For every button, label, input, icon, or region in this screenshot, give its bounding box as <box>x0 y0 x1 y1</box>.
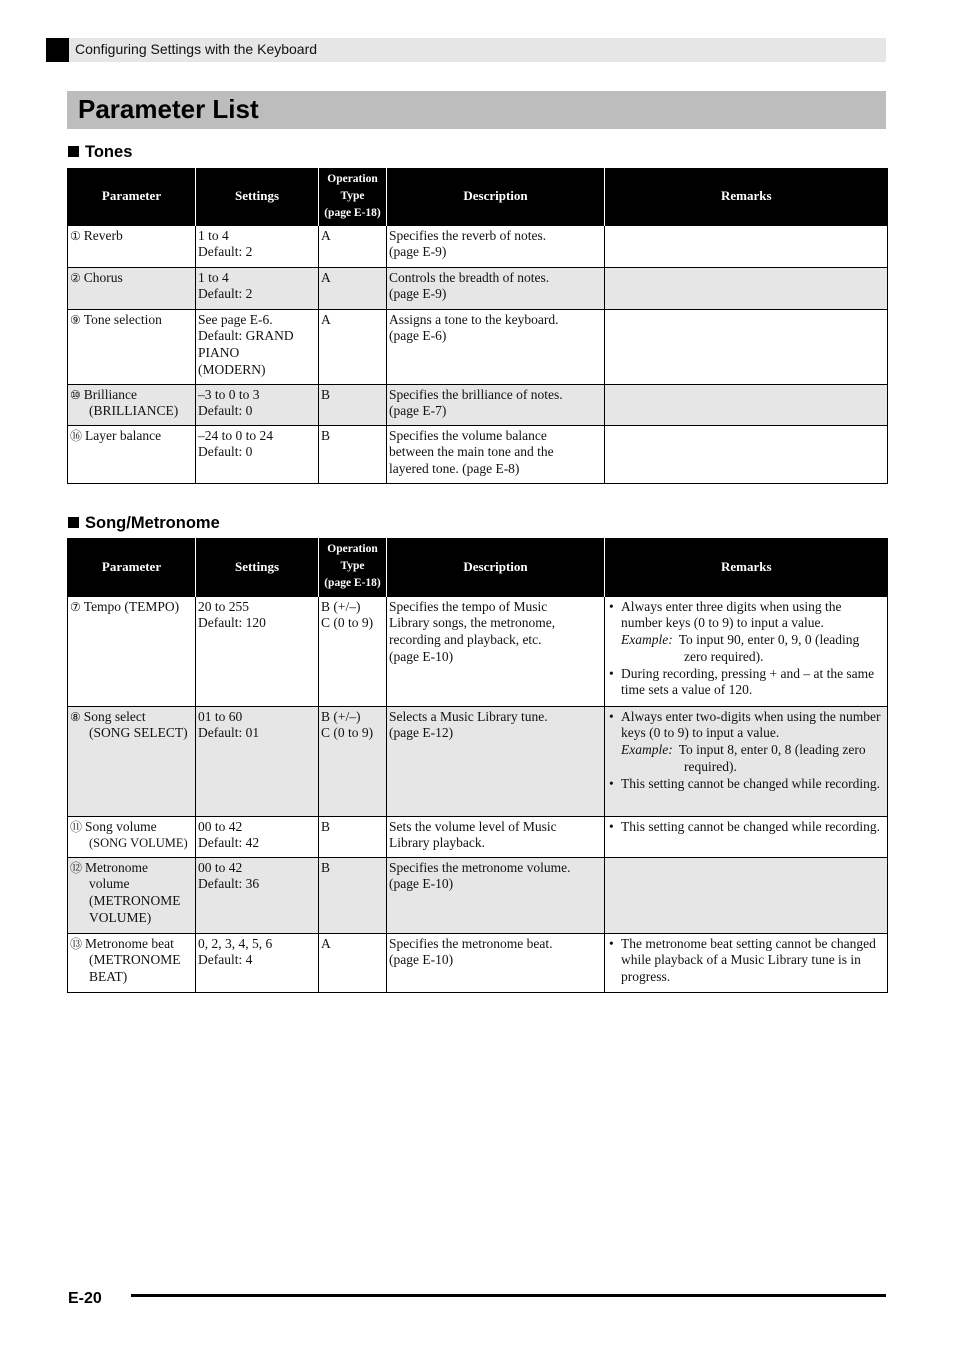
parameter-cell: ① Reverb <box>68 225 196 267</box>
tones-table <box>67 168 888 484</box>
footer-rule <box>131 1294 886 1297</box>
optype-cell: A <box>319 933 387 992</box>
settings-cell: 00 to 42 Default: 36 <box>196 857 319 933</box>
square-bullet-icon <box>68 146 79 157</box>
settings-cell: 1 to 4 Default: 2 <box>196 225 319 267</box>
page-title-bar <box>67 91 886 129</box>
remarks-cell <box>605 596 888 706</box>
col-operation-type: Operation Type (page E-18) <box>319 168 387 225</box>
remarks-cell <box>605 816 888 857</box>
table-row <box>68 933 888 992</box>
remark-item: • The metronome beat setting cannot be changed while playback of a Music Library tune is in progress. <box>607 936 885 986</box>
description-cell: Selects a Music Library tune. (page E-12) <box>387 706 605 816</box>
remark-example: Example: To input 90, enter 0, 9, 0 (leading zero required). <box>621 632 860 664</box>
description-cell: Specifies the brilliance of notes. (page E-7) <box>387 384 605 425</box>
remarks-cell <box>605 225 888 267</box>
page-number: E-20 <box>68 1290 102 1307</box>
running-header <box>46 38 886 62</box>
parameter-cell: ⑪ Song volume (SONG VOLUME) <box>68 816 196 857</box>
description-cell: Specifies the metronome volume. (page E-10) <box>387 857 605 933</box>
square-bullet-icon <box>68 517 79 528</box>
running-header-text: Configuring Settings with the Keyboard <box>75 41 318 57</box>
settings-cell: 00 to 42 Default: 42 <box>196 816 319 857</box>
description-cell: Specifies the tempo of Music Library songs, the metronome, recording and playback, etc. (page E-10) <box>387 596 605 706</box>
tones-heading <box>68 143 132 162</box>
table-row <box>68 267 888 309</box>
col-parameter: Parameter <box>68 168 196 225</box>
optype-cell: B <box>319 384 387 425</box>
parameter-cell: ⑬ Metronome beat (METRONOME BEAT) <box>68 933 196 992</box>
table-row <box>68 225 888 267</box>
description-cell: Specifies the volume balance between the main tone and the layered tone. (page E-8) <box>387 425 605 483</box>
remarks-cell <box>605 309 888 384</box>
col-remarks: Remarks <box>605 538 888 596</box>
table-row <box>68 425 888 483</box>
col-settings: Settings <box>196 168 319 225</box>
table-row <box>68 309 888 384</box>
remarks-cell <box>605 933 888 992</box>
parameter-cell: ⑫ Metronome volume (METRONOME VOLUME) <box>68 857 196 933</box>
settings-cell: See page E-6. Default: GRAND PIANO (MODERN) <box>196 309 319 384</box>
settings-cell: 0, 2, 3, 4, 5, 6 Default: 4 <box>196 933 319 992</box>
tones-heading-text: Tones <box>85 143 133 161</box>
description-cell: Sets the volume level of Music Library playback. <box>387 816 605 857</box>
remark-item: • During recording, pressing + and – at the same time sets a value of 120. <box>607 666 885 700</box>
settings-cell: 01 to 60 Default: 01 <box>196 706 319 816</box>
col-operation-type: Operation Type (page E-18) <box>319 538 387 596</box>
table-header-row <box>68 538 888 596</box>
header-marker-block <box>46 38 69 62</box>
table-row <box>68 857 888 933</box>
table-row <box>68 816 888 857</box>
remarks-cell <box>605 425 888 483</box>
optype-cell: A <box>319 225 387 267</box>
table-row <box>68 384 888 425</box>
description-cell: Assigns a tone to the keyboard. (page E-6) <box>387 309 605 384</box>
parameter-cell: ⑦ Tempo (TEMPO) <box>68 596 196 706</box>
settings-cell: –24 to 0 to 24 Default: 0 <box>196 425 319 483</box>
parameter-cell: ⑯ Layer balance <box>68 425 196 483</box>
optype-cell: B (+/–) C (0 to 9) <box>319 706 387 816</box>
parameter-cell: ② Chorus <box>68 267 196 309</box>
col-description: Description <box>387 538 605 596</box>
song-metronome-heading <box>68 514 220 533</box>
optype-cell: A <box>319 267 387 309</box>
table-row <box>68 706 888 816</box>
settings-cell: 1 to 4 Default: 2 <box>196 267 319 309</box>
col-remarks: Remarks <box>605 168 888 225</box>
optype-cell: B <box>319 816 387 857</box>
optype-cell: B (+/–) C (0 to 9) <box>319 596 387 706</box>
song-metronome-table <box>67 538 888 993</box>
remark-item: • Always enter two-digits when using the number keys (0 to 9) to input a value. Example: To input 8, enter 0, 8 (leading zero required). <box>607 709 885 776</box>
remarks-cell <box>605 857 888 933</box>
remarks-cell <box>605 706 888 816</box>
settings-cell: 20 to 255 Default: 120 <box>196 596 319 706</box>
page-title: Parameter List <box>78 94 259 124</box>
remark-item: • This setting cannot be changed while recording. <box>607 776 885 793</box>
table-header-row <box>68 168 888 225</box>
col-parameter: Parameter <box>68 538 196 596</box>
table-row <box>68 596 888 706</box>
col-description: Description <box>387 168 605 225</box>
description-cell: Specifies the metronome beat. (page E-10) <box>387 933 605 992</box>
settings-cell: –3 to 0 to 3 Default: 0 <box>196 384 319 425</box>
remark-example: Example: To input 8, enter 0, 8 (leading zero required). <box>621 742 866 774</box>
optype-cell: A <box>319 309 387 384</box>
remark-item: • This setting cannot be changed while recording. <box>607 819 885 836</box>
remark-item: • Always enter three digits when using the number keys (0 to 9) to input a value. Example: To input 90, enter 0, 9, 0 (leading zero required). <box>607 599 885 666</box>
remarks-cell <box>605 384 888 425</box>
col-settings: Settings <box>196 538 319 596</box>
description-cell: Specifies the reverb of notes. (page E-9) <box>387 225 605 267</box>
description-cell: Controls the breadth of notes. (page E-9) <box>387 267 605 309</box>
optype-cell: B <box>319 425 387 483</box>
parameter-cell: ⑩ Brilliance (BRILLIANCE) <box>68 384 196 425</box>
optype-cell: B <box>319 857 387 933</box>
parameter-cell: ⑨ Tone selection <box>68 309 196 384</box>
parameter-cell: ⑧ Song select (SONG SELECT) <box>68 706 196 816</box>
remarks-cell <box>605 267 888 309</box>
song-metronome-heading-text: Song/Metronome <box>85 514 220 532</box>
